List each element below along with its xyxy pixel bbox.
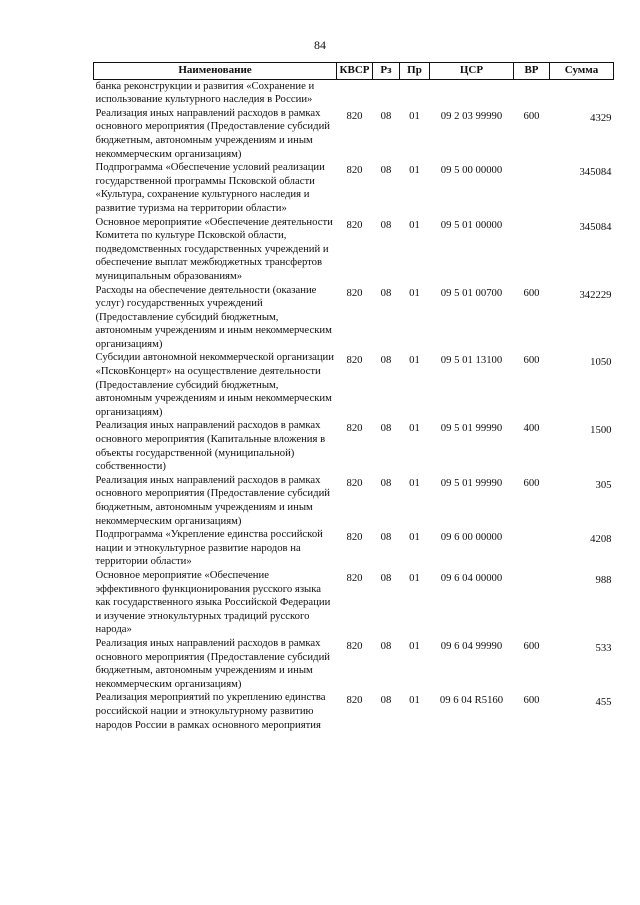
table-row (94, 284, 614, 352)
table-row (94, 637, 614, 691)
row-kvsr-cell: 820 (346, 109, 363, 122)
row-kvsr-cell: 820 (346, 639, 363, 652)
row-rz-cell: 08 (380, 422, 392, 435)
row-pr-cell: 01 (409, 109, 420, 122)
header-vr: ВР (514, 63, 550, 80)
row-rz-cell: 08 (380, 694, 392, 707)
row-kvsr-cell: 820 (346, 218, 363, 231)
row-rz-cell: 08 (380, 286, 392, 299)
header-rz: Рз (373, 63, 400, 80)
row-name-cell: Реализация мероприятий по укреплению единства российской нации и этнокультурному развитию народов России в рамках основного мероприятия (95, 691, 326, 731)
row-rz-cell: 08 (380, 218, 392, 231)
row-vr-cell: 600 (523, 286, 540, 299)
row-csr-cell: 09 5 01 00700 (440, 286, 503, 299)
row-vr-cell: 600 (523, 694, 540, 707)
table-row (94, 419, 614, 473)
table-row (94, 351, 614, 419)
row-pr-cell: 01 (409, 531, 420, 544)
row-name-cell: Подпрограмма «Укрепление единства российской нации и этнокультурное развитие народов на территории области» (95, 528, 323, 568)
table-row (94, 216, 614, 284)
row-pr-cell: 01 (409, 164, 420, 177)
row-sum-cell: 345084 (579, 166, 612, 179)
row-rz-cell (373, 79, 400, 107)
row-rz-cell: 08 (380, 476, 392, 489)
row-pr-cell: 01 (409, 571, 420, 584)
table-row (94, 161, 614, 215)
row-pr-cell: 01 (409, 476, 420, 489)
row-vr-cell: 600 (523, 476, 540, 489)
row-sum-cell: 4329 (590, 111, 612, 124)
header-sum: Сумма (550, 63, 614, 80)
page-number: 84 (314, 38, 326, 52)
row-sum-cell: 342229 (579, 288, 612, 301)
row-kvsr-cell: 820 (346, 354, 363, 367)
row-csr-cell: 09 5 01 99990 (440, 476, 503, 489)
row-name-cell: банка реконструкции и развития «Сохранение и использование культурного наследия в России» (95, 79, 315, 106)
row-kvsr-cell (337, 79, 373, 107)
row-name-cell: Основное мероприятие «Обеспечение деятельности Комитета по культуре Псковской области, подведомственных государственных учреждений и обеспечение выплат межбюджетных трансфертов муниципальным образованиям» (95, 215, 333, 282)
row-rz-cell: 08 (380, 109, 392, 122)
row-vr-cell (514, 569, 550, 637)
row-pr-cell: 01 (409, 286, 420, 299)
row-pr-cell: 01 (409, 694, 420, 707)
row-sum-cell: 988 (595, 573, 612, 586)
row-sum-cell: 1050 (590, 356, 612, 369)
row-csr-cell: 09 2 03 99990 (440, 109, 503, 122)
row-rz-cell: 08 (380, 571, 392, 584)
row-sum-cell (550, 79, 614, 107)
row-kvsr-cell: 820 (346, 694, 363, 707)
budget-table (93, 62, 614, 732)
header-csr: ЦСР (430, 63, 514, 80)
row-pr-cell: 01 (409, 639, 420, 652)
row-name-cell: Реализация иных направлений расходов в рамках основного мероприятия (Предоставление субсидий бюджетным, автономным учреждениям и иным некоммерческим организациям) (95, 473, 331, 527)
row-kvsr-cell: 820 (346, 286, 363, 299)
row-csr-cell: 09 5 01 99990 (440, 422, 503, 435)
row-csr-cell: 09 6 04 00000 (440, 571, 503, 584)
row-name-cell: Реализация иных направлений расходов в рамках основного мероприятия (Капитальные вложения в объекты государственной (муниципальной) собственности) (95, 419, 326, 473)
row-name-cell: Подпрограмма «Обеспечение условий реализации государственной программы Псковской области «Культура, сохранение культурного наследия и развитие туризма на территории области» (95, 161, 325, 214)
row-vr-cell: 600 (523, 354, 540, 367)
row-sum-cell: 4208 (590, 533, 612, 546)
row-csr-cell: 09 6 04 99990 (440, 639, 503, 652)
row-sum-cell: 345084 (579, 220, 612, 233)
row-kvsr-cell: 820 (346, 531, 363, 544)
row-kvsr-cell: 820 (346, 164, 363, 177)
row-pr-cell: 01 (409, 422, 420, 435)
row-vr-cell: 600 (523, 639, 540, 652)
row-sum-cell: 455 (595, 696, 612, 709)
table-row (94, 107, 614, 161)
header-name: Наименование (94, 63, 337, 80)
row-csr-cell: 09 5 01 00000 (440, 218, 503, 231)
row-pr-cell (400, 79, 430, 107)
row-csr-cell: 09 6 00 00000 (440, 531, 503, 544)
table-body (94, 79, 614, 732)
table-row (94, 528, 614, 569)
row-csr-cell: 09 6 04 R5160 (439, 694, 504, 707)
row-name-cell: Реализация иных направлений расходов в рамках основного мероприятия (Предоставление субсидий бюджетным, автономным учреждениям и иным некоммерческим организациям) (95, 636, 331, 690)
table-header-row (94, 63, 614, 80)
row-vr-cell: 600 (523, 109, 540, 122)
row-sum-cell: 305 (595, 478, 612, 491)
table-row (94, 474, 614, 528)
row-csr-cell (430, 79, 514, 107)
header-kvsr: КВСР (337, 63, 373, 80)
row-name-cell: Реализация иных направлений расходов в рамках основного мероприятия (Предоставление субсидий бюджетным, автономным учреждениям и иным некоммерческим организациям) (95, 106, 331, 160)
row-pr-cell: 01 (409, 354, 420, 367)
row-csr-cell: 09 5 01 13100 (440, 354, 503, 367)
row-rz-cell: 08 (380, 164, 392, 177)
table-row (94, 691, 614, 732)
row-rz-cell: 08 (380, 531, 392, 544)
row-name-cell: Основное мероприятие «Обеспечение эффективного функционирования русского языка как государственного языка Российской Федерации и изучение этнокультурных традиций русского народа» (95, 568, 331, 636)
row-kvsr-cell: 820 (346, 571, 363, 584)
row-kvsr-cell: 820 (346, 476, 363, 489)
row-vr-cell (514, 79, 550, 107)
row-vr-cell (514, 528, 550, 569)
row-name-cell: Субсидии автономной некоммерческой организации «ПсковКонцерт» на осуществление деятельности (Предоставление субсидий бюджетным, автономным учреждениям и иным некоммерческим организациям) (95, 351, 334, 418)
row-sum-cell: 533 (595, 641, 612, 654)
table-row (94, 79, 614, 107)
row-csr-cell: 09 5 00 00000 (440, 164, 503, 177)
row-name-cell: Расходы на обеспечение деятельности (оказание услуг) государственных учреждений (Предоставление субсидий бюджетным, автономным учреждениям и иным некоммерческим организациям) (95, 283, 332, 350)
row-vr-cell (514, 216, 550, 284)
row-vr-cell: 400 (523, 422, 540, 435)
row-pr-cell: 01 (409, 218, 420, 231)
row-rz-cell: 08 (380, 639, 392, 652)
row-kvsr-cell: 820 (346, 422, 363, 435)
row-sum-cell: 1500 (590, 424, 612, 437)
row-rz-cell: 08 (380, 354, 392, 367)
row-vr-cell (514, 161, 550, 215)
header-pr: Пр (400, 63, 430, 80)
table-row (94, 569, 614, 637)
